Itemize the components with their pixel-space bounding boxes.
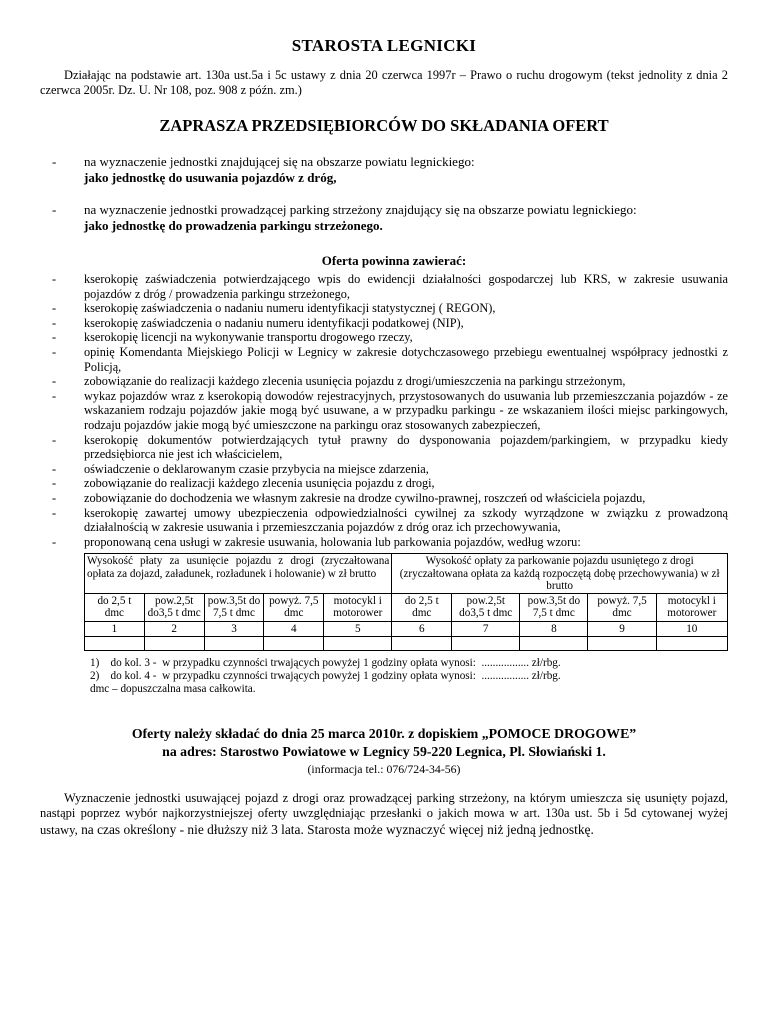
list-item: - kserokopię zaświadczenia potwierdzającego wpis do ewidencji działalności gospodarczej lub KRS, w zakresie usuwania pojazdów z dróg / prowadzenia parkingu strzeżonego, (52, 272, 728, 301)
list-item: - kserokopię zaświadczenia o nadaniu numeru identyfikacji podatkowej (NIP), (52, 315, 464, 330)
purpose-text: na wyznaczenie jednostki znajdującej się na obszarze powiatu legnickiego: (84, 154, 475, 169)
column-label: do 2,5 t dmc (392, 594, 452, 622)
column-label: powyż. 7,5 dmc (264, 594, 324, 622)
column-label: pow.3,5t do 7,5 t dmc (204, 594, 264, 622)
offer-requirements-heading: Oferta powinna zawierać: (321, 253, 467, 268)
document-page (0, 36, 768, 1030)
list-item: - zobowiązanie do realizacji każdego zlecenia usunięcia pojazdu z drogi, (52, 476, 435, 491)
note-item: dmc – dopuszczalna masa całkowita. (90, 683, 256, 696)
column-number: 4 (264, 621, 324, 636)
list-item: - opinię Komendanta Miejskiego Policji w Legnicy w zakresie dotychczasowego przebiegu ewentualnej współpracy jednostki z Policją, (52, 344, 728, 374)
column-label: pow.3,5t do 7,5 t dmc (520, 594, 588, 622)
note-item: 2) do kol. 4 - w przypadku czynności trwających powyżej 1 godziny opłata wynosi: ................. zł/rbg. (90, 670, 561, 683)
note-item: 1) do kol. 3 - w przypadku czynności trwających powyżej 1 godziny opłata wynosi: ................. zł/rbg. (90, 657, 561, 670)
column-number: 1 (85, 621, 145, 636)
column-number: 5 (324, 621, 392, 636)
column-label: powyż. 7,5 dmc (588, 594, 656, 622)
table-column-row (85, 594, 728, 622)
column-label: pow.2,5t do3,5 t dmc (452, 594, 520, 622)
closing-paragraph (40, 791, 728, 839)
purpose-text: na wyznaczenie jednostki prowadzącej parking strzeżony znajdujący się na obszarze powiatu legnickiego: (84, 202, 637, 217)
table-empty-row (85, 637, 728, 651)
list-item: - kserokopię licencji na wykonywanie transportu drogowego rzeczy, (52, 330, 413, 345)
submission-deadline (40, 725, 728, 761)
list-item: - proponowaną cena usługi w zakresie usuwania, holowania lub parkowania pojazdów, według wzoru: (52, 534, 581, 549)
column-label: motocykl i motorower (656, 594, 727, 622)
column-label: motocykl i motorower (324, 594, 392, 622)
purpose-role: jako jednostkę do usuwania pojazdów z dróg, (84, 169, 337, 185)
parking-fee-header: Wysokość opłaty za parkowanie pojazdu usuniętego z drogi (zryczałtowana opłata za każdą rozpoczętą dobę przechowywania) w zł brutto (392, 554, 728, 594)
table-number-row (85, 621, 728, 636)
legal-basis-paragraph: Działając na podstawie art. 130a ust.5a i 5c ustawy z dnia 20 czerwca 1997r – Prawo o ruchu drogowym (tekst jednolity z dnia 2 czerwca 2005r. Dz. U. Nr 108, poz. 908 z późn. zm.) (40, 68, 728, 97)
closing-text: Wyznaczenie jednostki usuwającej pojazd z drogi oraz prowadzącej parking strzeżony, na którym umieszcza się usunięty pojazd, nastąpi poprzez wybór najkorzystniejszej oferty uwzględniając przesłanki o jakich mowa w art. 130a ust. 5b i 5d cytowanej wyżej ustawy, (40, 790, 728, 837)
column-number: 9 (588, 621, 656, 636)
list-item: - zobowiązanie do realizacji każdego zlecenia usunięcia pojazdu z drogi/umieszczenia na parkingu strzeżonym, (52, 374, 626, 389)
column-number: 8 (520, 621, 588, 636)
column-number: 10 (656, 621, 727, 636)
column-number: 3 (204, 621, 264, 636)
contact-info: (informacja tel.: 076/724-34-56) (307, 761, 461, 776)
offer-requirements-list (40, 272, 728, 549)
fee-table (84, 553, 728, 651)
list-item: - oświadczenie o deklarowanym czasie przybycia na miejsce zdarzenia, (52, 461, 429, 476)
column-label: pow.2,5t do3,5 t dmc (144, 594, 204, 622)
removal-fee-header: Wysokość płaty za usunięcie pojazdu z drogi (zryczałtowana opłata za dojazd, załadunek, rozładunek i holowanie) w zł brutto (85, 554, 392, 594)
invitation-heading: ZAPRASZA PRZEDSIĘBIORCÓW DO SKŁADANIA OFERT (159, 116, 609, 135)
list-dash: - (52, 202, 57, 217)
table-header-row (85, 554, 728, 594)
deadline-line: Oferty należy składać do dnia 25 marca 2010r. z dopiskiem „POMOCE DROGOWE” (131, 725, 637, 741)
table-notes (90, 657, 728, 697)
purpose-role: jako jednostkę do prowadzenia parkingu strzeżonego. (84, 217, 383, 233)
column-number: 6 (392, 621, 452, 636)
address-line: na adres: Starostwo Powiatowe w Legnicy 59-220 Legnica, Pl. Słowiański 1. (162, 743, 606, 759)
column-number: 2 (144, 621, 204, 636)
list-item: - kserokopię zawartej umowy ubezpieczenia odpowiedzialności cywilnej za szkody wyrządzone w związku z prowadzoną działalnością w zakresie usuwania i przemieszczania pojazdów z dróg oraz ich przechowywania, (52, 505, 728, 535)
page-title: STAROSTA LEGNICKI (291, 36, 477, 55)
purpose-item-removal (40, 154, 728, 185)
purpose-item-parking (40, 202, 728, 233)
column-label: do 2,5 t dmc (85, 594, 145, 622)
list-item: - kserokopię zaświadczenia o nadaniu numeru identyfikacji statystycznej ( REGON), (52, 301, 496, 316)
list-dash: - (52, 154, 57, 169)
list-item: - wykaz pojazdów wraz z kserokopią dowodów rejestracyjnych, przystosowanych do usuwania lub przemieszczania pojazdów - ze wskazaniem rodzaju pojazdów jakie mogą być usuwane, a w przypadku parkingu - ze wskazaniem ilości miejsc parkingowych, rodzaju pojazdów jakie mogą być umieszczone na parkingu oraz stosowanych zabezpieczeń, (52, 388, 728, 432)
list-item: - zobowiązanie do dochodzenia we własnym zakresie na drodze cywilno-prawnej, roszczeń od właściciela pojazdu, (52, 490, 646, 505)
column-number: 7 (452, 621, 520, 636)
list-item: - kserokopię dokumentów potwierdzających tytuł prawny do dysponowania pojazdem/parkingiem, w przypadku kiedy przedsiębiorca nie jest ich właścicielem, (52, 432, 728, 462)
closing-term-text: na czas określony - nie dłuższy niż 3 lata. Starosta może wyznaczyć więcej niż jedną jednostkę. (77, 821, 594, 837)
